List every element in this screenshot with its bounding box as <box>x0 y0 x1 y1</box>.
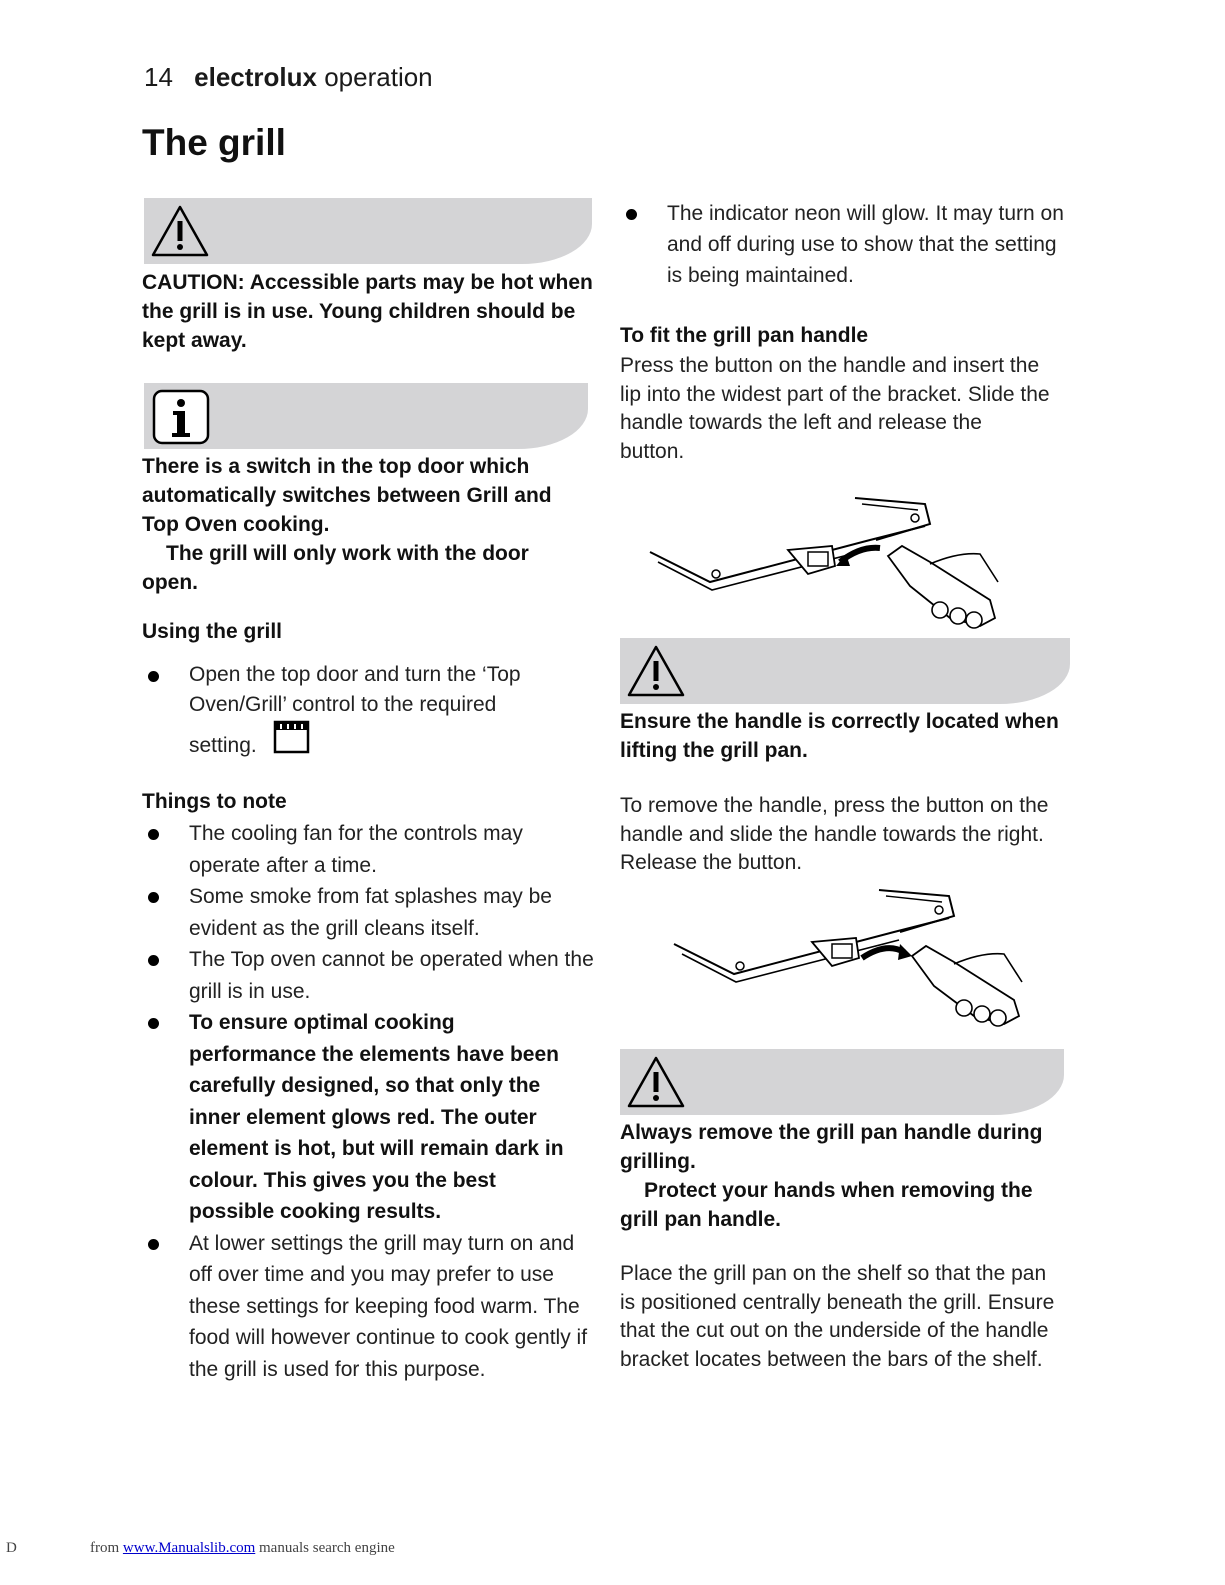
caution-banner <box>144 198 592 264</box>
list-item: To ensure optimal cooking performance the elements have been carefully designed, so that only the inner element glows red. The outer element is hot, but will remain dark in colour. This gives you the best possible cooking results. <box>142 1007 594 1228</box>
page-header <box>144 62 433 93</box>
grill-pan-diagram <box>664 882 1034 1027</box>
info-banner <box>144 383 588 449</box>
things-to-note-heading: Things to note <box>142 790 287 813</box>
list-item: The cooling fan for the controls may operate after a time. <box>142 818 594 881</box>
fit-handle-text: Press the button on the handle and insert the lip into the widest part of the bracket. Slide the handle towards the left and release the button. <box>620 354 1050 463</box>
info-icon <box>152 389 210 445</box>
list-item: Some smoke from fat splashes may be evident as the grill cleans itself. <box>142 881 594 944</box>
caution-text <box>620 1118 1060 1234</box>
grill-pan-diagram <box>640 490 1010 632</box>
list-item: Open the top door and turn the ‘Top Oven/Grill’ control to the required setting. <box>142 660 552 761</box>
footer-letter: D <box>6 1540 17 1556</box>
caution-text: CAUTION: Accessible parts may be hot when the grill is in use. Young children should be kept away. <box>142 271 593 352</box>
caution-banner <box>620 638 1070 704</box>
caution-line-1: Always remove the grill pan handle during grilling. <box>620 1121 1043 1173</box>
list-item: The Top oven cannot be operated when the grill is in use. <box>142 944 594 1007</box>
page-footer <box>0 1540 1225 1564</box>
caution-text: Ensure the handle is correctly located when lifting the grill pan. <box>620 710 1059 762</box>
warning-triangle-icon <box>626 1055 686 1109</box>
info-text <box>142 452 587 597</box>
indicator-note <box>620 198 1070 291</box>
placement-text: Place the grill pan on the shelf so that the pan is positioned centrally beneath the grill. Ensure that the cut out on the underside of the handle bracket locates between the bars of the shelf. <box>620 1262 1055 1371</box>
things-to-note-list <box>142 818 594 1385</box>
using-grill-heading: Using the grill <box>142 620 283 643</box>
manualslib-link[interactable]: www.Manualslib.com <box>122 1540 256 1556</box>
warning-triangle-icon <box>626 644 686 698</box>
page-title: The grill <box>142 122 286 163</box>
list-item: The indicator neon will glow. It may turn on and off during use to show that the setting is being maintained. <box>620 198 1070 291</box>
footer-source: from www.Manualslib.com manuals search engine <box>90 1540 395 1556</box>
list-item: At lower settings the grill may turn on and off over time and you may prefer to use these settings for keeping food warm. The food will however continue to cook gently if the grill is used for this purpose. <box>142 1228 594 1386</box>
using-grill-list <box>142 660 552 761</box>
section-name: operation <box>324 62 433 92</box>
brand-name: electrolux <box>194 62 317 92</box>
fit-handle-heading: To fit the grill pan handle <box>620 324 869 347</box>
page-number: 14 <box>144 62 173 92</box>
caution-banner <box>620 1049 1064 1115</box>
info-line-1: There is a switch in the top door which automatically switches between Grill and Top Oven cooking. <box>142 455 552 536</box>
grill-symbol-icon <box>273 720 311 756</box>
remove-handle-text: To remove the handle, press the button on the handle and slide the handle towards the right. Release the button. <box>620 794 1049 874</box>
info-line-2: The grill will only work with the door open. <box>142 542 529 594</box>
caution-line-2: Protect your hands when removing the grill pan handle. <box>620 1179 1033 1231</box>
warning-triangle-icon <box>150 204 210 258</box>
